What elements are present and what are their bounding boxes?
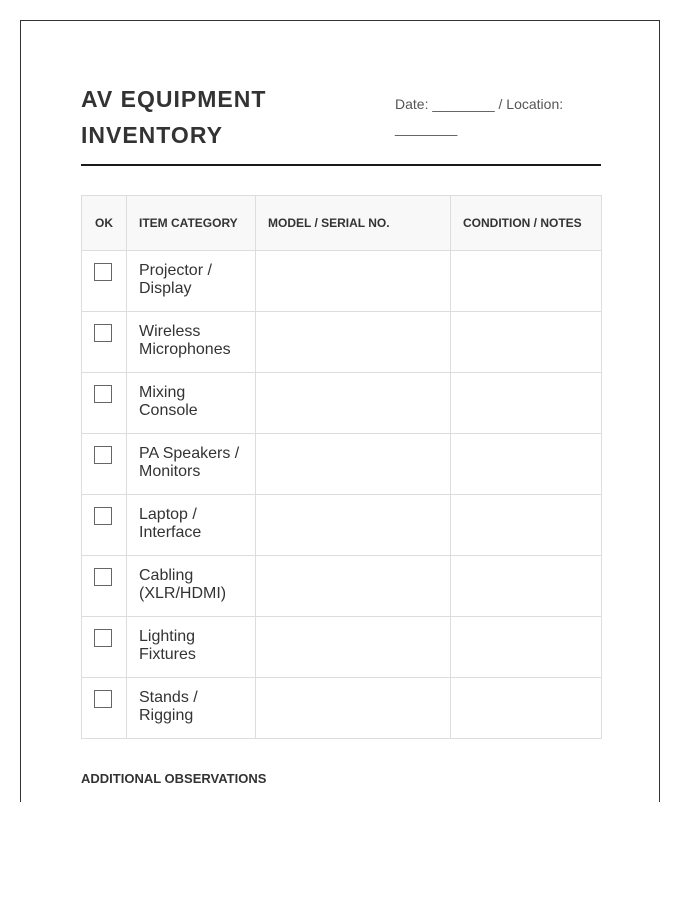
condition-notes-cell[interactable] [451,678,602,739]
header-ok: OK [82,196,127,251]
inventory-sheet [20,20,660,802]
ok-checkbox[interactable] [94,324,112,342]
ok-cell [82,678,127,739]
model-serial-cell[interactable] [256,251,451,312]
header-model-serial: MODEL / SERIAL NO. [256,196,451,251]
ok-cell [82,373,127,434]
header-condition-notes: CONDITION / NOTES [451,196,602,251]
item-category-cell: Lighting Fixtures [127,617,256,678]
condition-notes-cell[interactable] [451,434,602,495]
ok-checkbox[interactable] [94,263,112,281]
document-title: AV EQUIPMENT INVENTORY [81,86,267,148]
condition-notes-cell[interactable] [451,373,602,434]
ok-cell [82,495,127,556]
inventory-table [81,195,602,739]
ok-cell [82,251,127,312]
model-serial-cell[interactable] [256,678,451,739]
table-row [82,495,602,556]
table-row [82,312,602,373]
item-category-cell: Cabling (XLR/HDMI) [127,556,256,617]
additional-observations-heading: ADDITIONAL OBSERVATIONS [81,771,267,786]
ok-cell [82,434,127,495]
item-category-cell: Laptop / Interface [127,495,256,556]
model-serial-cell[interactable] [256,495,451,556]
condition-notes-cell[interactable] [451,251,602,312]
ok-checkbox[interactable] [94,385,112,403]
ok-checkbox[interactable] [94,507,112,525]
condition-notes-cell[interactable] [451,312,602,373]
item-category-cell: Projector / Display [127,251,256,312]
item-category-cell: Wireless Microphones [127,312,256,373]
condition-notes-cell[interactable] [451,556,602,617]
ok-checkbox[interactable] [94,446,112,464]
table-row [82,434,602,495]
condition-notes-cell[interactable] [451,495,602,556]
model-serial-cell[interactable] [256,617,451,678]
table-header-row [82,196,602,251]
item-category-cell: PA Speakers / Monitors [127,434,256,495]
table-row [82,556,602,617]
ok-checkbox[interactable] [94,568,112,586]
ok-cell [82,312,127,373]
document-header [81,81,601,166]
table-row [82,617,602,678]
table-row [82,678,602,739]
ok-cell [82,556,127,617]
table-row [82,251,602,312]
date-location-line: Date: ________ / Location: ________ [395,96,564,136]
model-serial-cell[interactable] [256,373,451,434]
ok-checkbox[interactable] [94,629,112,647]
ok-checkbox[interactable] [94,690,112,708]
model-serial-cell[interactable] [256,434,451,495]
item-category-cell: Mixing Console [127,373,256,434]
ok-cell [82,617,127,678]
item-category-cell: Stands / Rigging [127,678,256,739]
model-serial-cell[interactable] [256,556,451,617]
header-item-category: ITEM CATEGORY [127,196,256,251]
table-row [82,373,602,434]
model-serial-cell[interactable] [256,312,451,373]
condition-notes-cell[interactable] [451,617,602,678]
